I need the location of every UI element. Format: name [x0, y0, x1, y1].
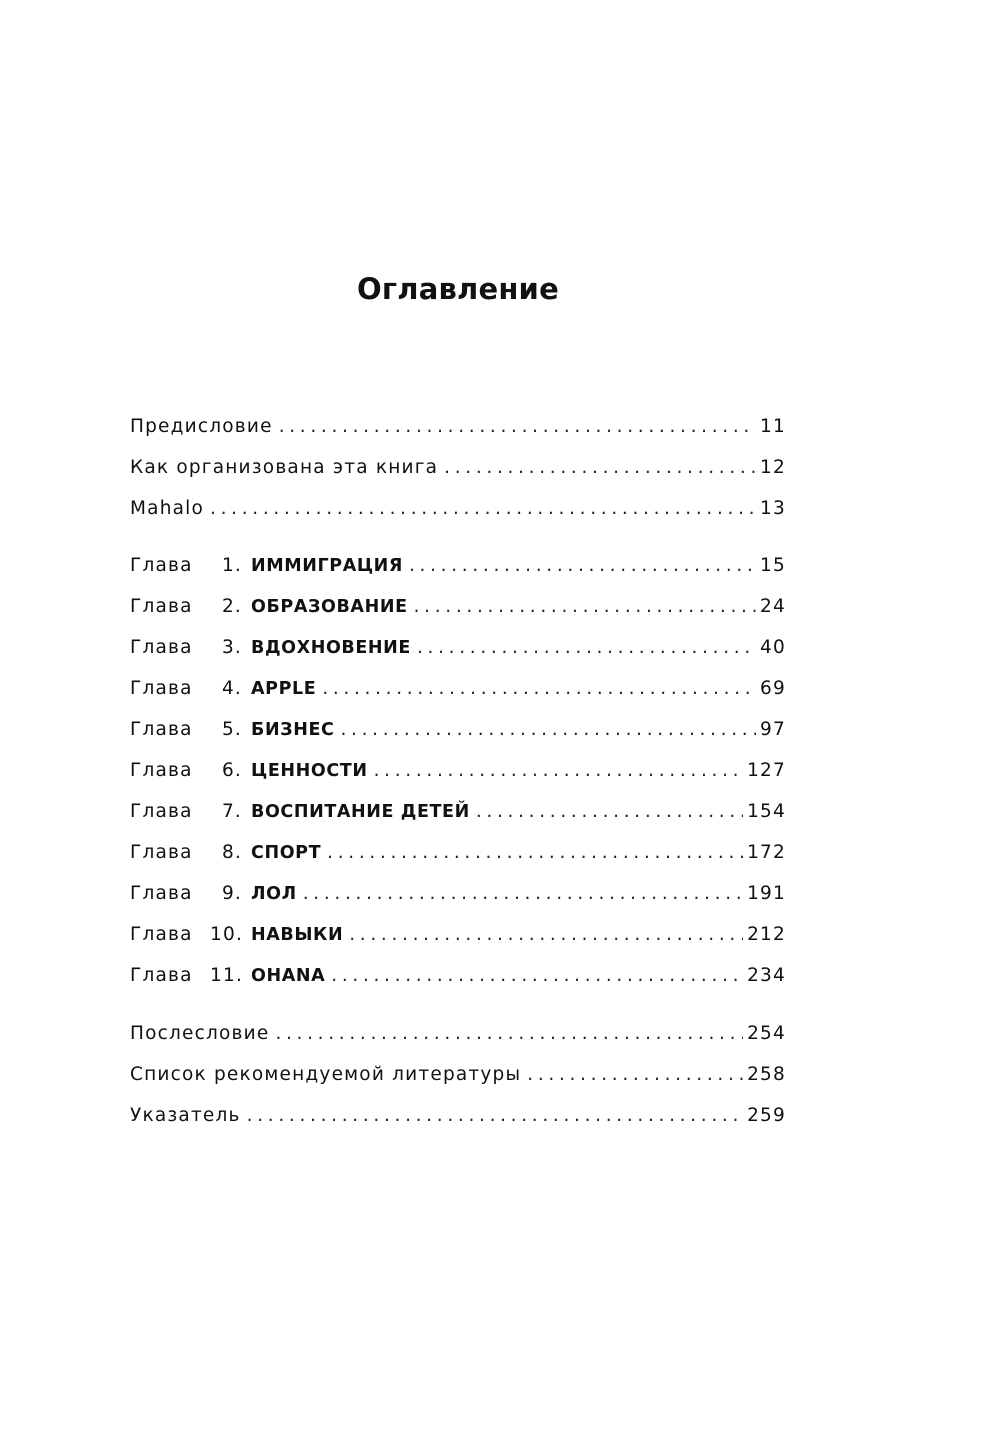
toc-entry-page: 13	[760, 498, 786, 519]
dot-leader	[527, 1064, 743, 1085]
dot-leader	[414, 596, 756, 617]
chapter-title: ВДОХНОВЕНИЕ	[251, 638, 411, 658]
toc-entry-mahalo	[130, 498, 786, 528]
chapter-word: Глава	[130, 555, 193, 576]
dot-leader	[279, 416, 756, 437]
toc-entry-page: 97	[760, 719, 786, 740]
chapter-number: 2.	[221, 596, 242, 617]
toc-entry-label: Предисловие	[130, 416, 273, 437]
toc-entry-afterword	[130, 1023, 786, 1053]
dot-leader	[417, 637, 756, 658]
toc-entry-page: 154	[747, 801, 786, 822]
chapter-number: 7.	[221, 801, 242, 822]
chapter-word: Глава	[130, 678, 193, 699]
toc-entry-index	[130, 1105, 786, 1135]
toc-chapter-2	[130, 596, 786, 626]
chapter-number: 4.	[221, 678, 242, 699]
chapter-word: Глава	[130, 596, 193, 617]
chapter-title: ЦЕННОСТИ	[251, 761, 368, 781]
dot-leader	[247, 1105, 743, 1126]
chapter-word: Глава	[130, 637, 193, 658]
chapter-word: Глава	[130, 801, 193, 822]
toc-entry-page: 40	[760, 637, 786, 658]
dot-leader	[327, 842, 743, 863]
toc-entry-label: Указатель	[130, 1105, 241, 1126]
chapter-word: Глава	[130, 719, 193, 740]
page-title: Оглавление	[357, 272, 559, 306]
toc-entry-page: 191	[747, 883, 786, 904]
chapter-number: 11.	[210, 965, 244, 986]
chapter-title: СПОРТ	[251, 843, 322, 863]
chapter-number: 10.	[210, 924, 244, 945]
chapter-title: ЛОЛ	[251, 884, 297, 904]
chapter-number: 1.	[221, 555, 242, 576]
chapter-number: 6.	[221, 760, 242, 781]
chapter-title: ИММИГРАЦИЯ	[251, 556, 403, 576]
toc-entry-label: Послесловие	[130, 1023, 270, 1044]
toc-chapter-7	[130, 801, 786, 831]
dot-leader	[210, 498, 756, 519]
dot-leader	[303, 883, 743, 904]
toc-entry-page: 127	[747, 760, 786, 781]
toc-chapter-11	[130, 965, 786, 995]
toc-chapter-4	[130, 678, 786, 708]
toc-entry-label: Список рекомендуемой литературы	[130, 1064, 522, 1085]
toc-entry-page: 11	[760, 416, 786, 437]
dot-leader	[444, 457, 756, 478]
toc-entry-page: 172	[747, 842, 786, 863]
toc-entry-page: 12	[760, 457, 786, 478]
toc-entry-page: 258	[747, 1064, 786, 1085]
chapter-title: ОБРАЗОВАНИЕ	[251, 597, 408, 617]
toc-chapter-9	[130, 883, 786, 913]
chapter-word: Глава	[130, 760, 193, 781]
chapter-title: НАВЫКИ	[251, 925, 344, 945]
toc-chapter-1	[130, 555, 786, 585]
dot-leader	[374, 760, 743, 781]
toc-entry-label: Mahalo	[130, 498, 205, 519]
chapter-number: 8.	[221, 842, 242, 863]
chapter-word: Глава	[130, 924, 193, 945]
toc-chapter-3	[130, 637, 786, 667]
dot-leader	[349, 924, 743, 945]
chapter-word: Глава	[130, 883, 193, 904]
toc-chapter-5	[130, 719, 786, 749]
chapter-word: Глава	[130, 842, 193, 863]
toc-entry-how-organized	[130, 457, 786, 487]
chapter-title: БИЗНЕС	[251, 720, 335, 740]
toc-entry-page: 212	[747, 924, 786, 945]
dot-leader	[275, 1023, 743, 1044]
toc-entry-reading-list	[130, 1064, 786, 1094]
chapter-title: OHANA	[251, 966, 326, 986]
chapter-title: APPLE	[251, 679, 317, 699]
toc-chapter-6	[130, 760, 786, 790]
toc-entry-page: 234	[747, 965, 786, 986]
toc-chapter-8	[130, 842, 786, 872]
dot-leader	[331, 965, 743, 986]
toc-entry-page: 69	[760, 678, 786, 699]
chapter-word: Глава	[130, 965, 193, 986]
chapter-number: 9.	[221, 883, 242, 904]
toc-entry-page: 254	[747, 1023, 786, 1044]
chapter-title: ВОСПИТАНИЕ ДЕТЕЙ	[251, 802, 470, 822]
dot-leader	[409, 555, 756, 576]
chapter-number: 5.	[221, 719, 242, 740]
toc-entry-page: 15	[760, 555, 786, 576]
toc-entry-label: Как организована эта книга	[130, 457, 439, 478]
toc-entry-page: 259	[747, 1105, 786, 1126]
chapter-number: 3.	[221, 637, 242, 658]
toc-entry-preface	[130, 416, 786, 446]
toc-entry-page: 24	[760, 596, 786, 617]
dot-leader	[476, 801, 743, 822]
dot-leader	[340, 719, 756, 740]
dot-leader	[322, 678, 756, 699]
toc-chapter-10	[130, 924, 786, 954]
